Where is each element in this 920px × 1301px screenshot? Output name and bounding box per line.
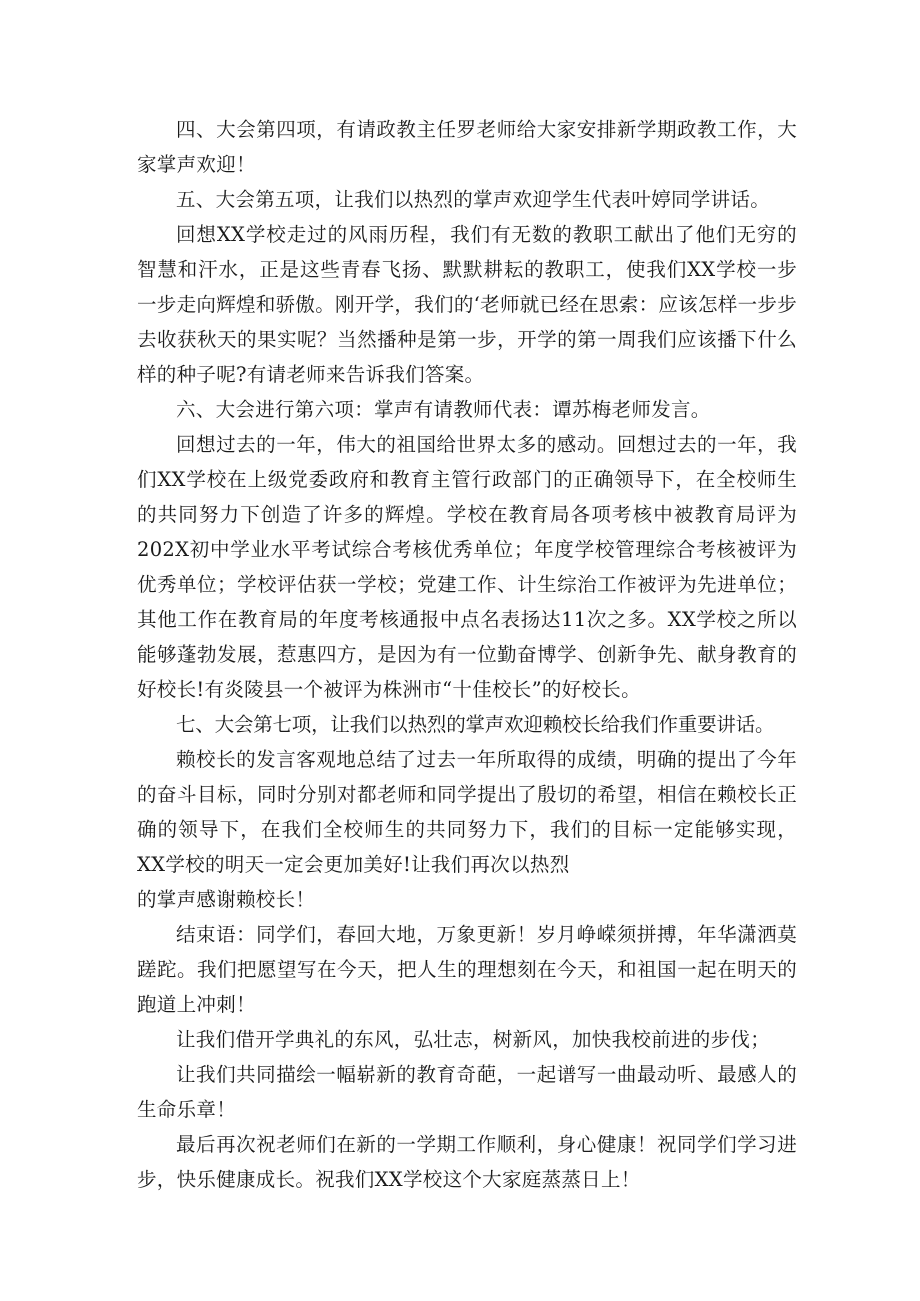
paragraph-principal-summary: 赖校长的发言客观地总结了过去一年所取得的成绩，明确的提出了今年的奋斗目标，同时分别对都老师和同学提出了殷切的希望，相信在赖校长正确的领导下，在我们全校师生的共同努力下，我们的目标一定能够实现，XX学校的明天一定会更加美好!让我们再次以热烈 (137, 748, 797, 876)
paragraph-item-5: 五、大会第五项，让我们以热烈的掌声欢迎学生代表叶婷同学讲话。 (176, 188, 771, 211)
paragraph-student-speech-intro: 回想XX学校走过的风雨历程，我们有无数的教职工献出了他们无穷的智慧和汗水，正是这些青春飞扬、默默耕耘的教职工，使我们XX学校一步一步走向辉煌和骄傲。刚开学，我们的‘老师就已经在思索：应该怎样一步步去收获秋天的果实呢？当然播种是第一步，开学的第一周我们应该播下什么样的种子呢?有请老师来告诉我们答案。 (137, 223, 797, 386)
paragraph-item-4: 四、大会第四项，有请政教主任罗老师给大家安排新学期政教工作，大家掌声欢迎！ (137, 118, 797, 176)
paragraph-final-wishes: 最后再次祝老师们在新的一学期工作顺利，身心健康！祝同学们学习进步，快乐健康成长。祝我们XX学校这个大家庭蒸蒸日上！ (137, 1133, 797, 1191)
document-body (137, 112, 797, 1197)
paragraph-item-6: 六、大会进行第六项：掌声有请教师代表：谭苏梅老师发言。 (176, 398, 711, 421)
paragraph-closing-line-2: 让我们共同描绘一幅崭新的教育奇葩，一起谱写一曲最动听、最感人的生命乐章！ (137, 1063, 797, 1121)
paragraph-past-year-review: 回想过去的一年，伟大的祖国给世界太多的感动。回想过去的一年，我们XX学校在上级党委政府和教育主管行政部门的正确领导下，在全校师生的共同努力下创造了许多的辉煌。学校在教育局各项考核中被教育局评为202X初中学业水平考试综合考核优秀单位；年度学校管理综合考核被评为优秀单位；学校评估获一学校；党建工作、计生综治工作被评为先进单位；其他工作在教育局的年度考核通报中点名表扬达11次之多。XX学校之所以能够蓬勃发展，惹惠四方，是因为有一位勤奋博学、创新争先、献身教育的好校长!有炎陵县一个被评为株洲市“十佳校长”的好校长。 (137, 433, 797, 701)
paragraph-closing-line-1: 让我们借开学典礼的东风，弘壮志，树新风，加快我校前进的步伐； (176, 1028, 771, 1051)
paragraph-principal-thanks: 的掌声感谢赖校长！ (137, 888, 316, 911)
paragraph-closing-remarks: 结束语：同学们，春回大地，万象更新！岁月峥嵘须拼搏，年华潇洒莫蹉跎。我们把愿望写在今天，把人生的理想刻在今天，和祖国一起在明天的跑道上冲刺！ (137, 923, 797, 1016)
paragraph-item-7: 七、大会第七项，让我们以热烈的掌声欢迎赖校长给我们作重要讲话。 (176, 713, 775, 736)
